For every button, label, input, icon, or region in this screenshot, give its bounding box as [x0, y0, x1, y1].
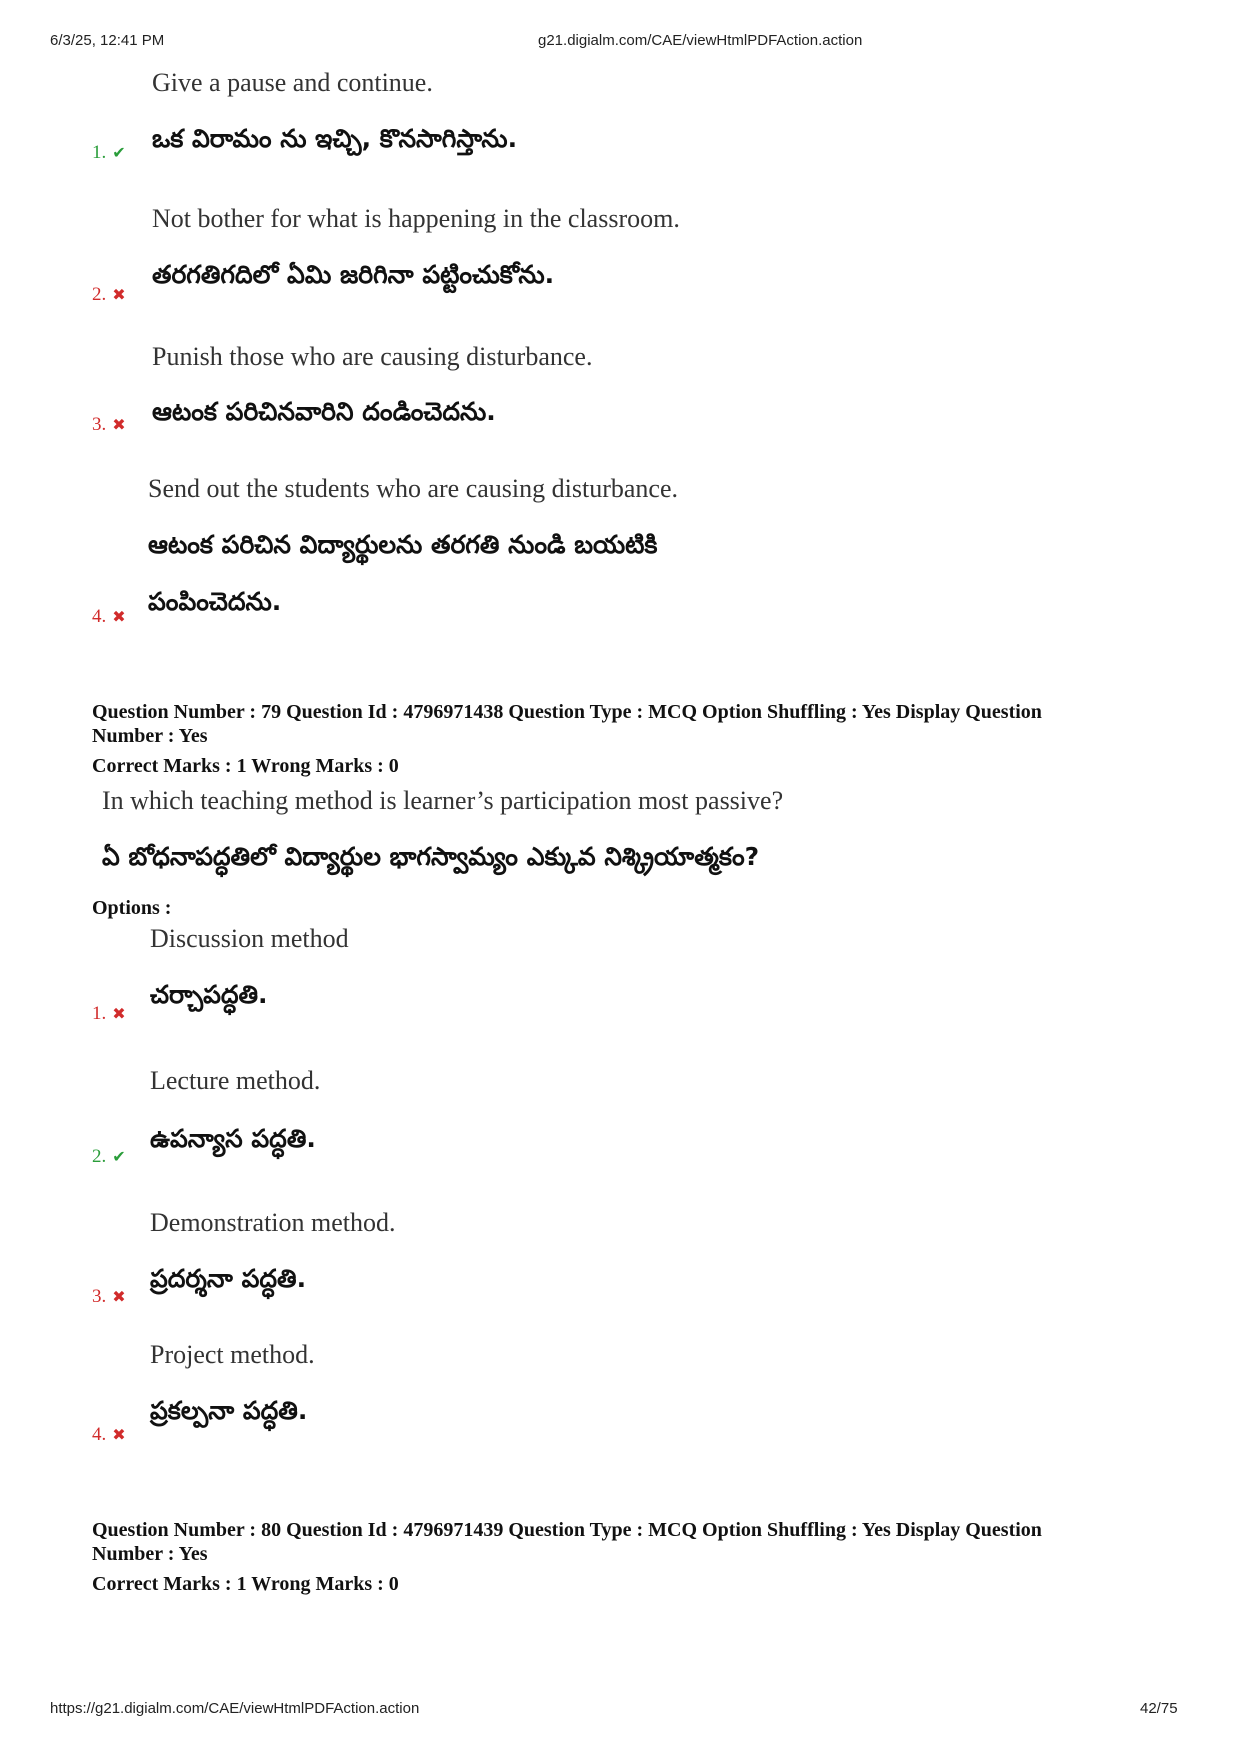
q79-option-1-number: 1. ✖ [92, 1003, 126, 1024]
cross-icon: ✖ [112, 1425, 126, 1444]
q79-option-2-telugu: ఉపన్యాస పద్ధతి. [150, 1124, 316, 1153]
prev-option-1-number: 1. ✔ [92, 142, 126, 163]
cross-icon: ✖ [112, 415, 126, 434]
q79-option-1-telugu: చర్చాపద్ధతి. [150, 980, 268, 1009]
question-79-text-telugu: ఏ బోధనాపద్ధతిలో విద్యార్థుల భాగస్వామ్యం ఎక్కువ నిశ్క్రియాత్మకం? [102, 842, 760, 871]
prev-option-1-english: Give a pause and continue. [152, 68, 433, 97]
q79-option-1-english: Discussion method [150, 924, 349, 953]
question-80-marks: Correct Marks : 1 Wrong Marks : 0 [92, 1573, 399, 1595]
prev-option-2-number: 2. ✖ [92, 284, 126, 305]
prev-option-2-telugu: తరగతిగదిలో ఏమి జరిగినా పట్టించుకోను. [152, 260, 555, 289]
q79-option-3-number: 3. ✖ [92, 1286, 126, 1307]
prev-option-2-english: Not bother for what is happening in the classroom. [152, 204, 680, 233]
q79-option-2-english: Lecture method. [150, 1066, 321, 1095]
cross-icon: ✖ [112, 1287, 126, 1306]
question-79-marks: Correct Marks : 1 Wrong Marks : 0 [92, 755, 399, 777]
prev-option-3-telugu: ఆటంక పరిచినవారిని దండించెదను. [152, 397, 496, 426]
check-icon: ✔ [112, 143, 126, 162]
q79-option-2-number: 2. ✔ [92, 1146, 126, 1167]
prev-option-1-telugu: ఒక విరామం ను ఇచ్చి, కొనసాగిస్తాను. [152, 124, 518, 153]
page-number: 42/75 [1140, 1700, 1178, 1717]
cross-icon: ✖ [112, 1004, 126, 1023]
prev-option-3-english: Punish those who are causing disturbance. [152, 342, 593, 371]
footer-url: https://g21.digialm.com/CAE/viewHtmlPDFAction.action [50, 1700, 420, 1717]
q79-option-4-number: 4. ✖ [92, 1424, 126, 1445]
prev-option-4-english: Send out the students who are causing disturbance. [148, 474, 678, 503]
print-url: g21.digialm.com/CAE/viewHtmlPDFAction.action [538, 32, 863, 49]
cross-icon: ✖ [112, 285, 126, 304]
q79-option-3-telugu: ప్రదర్శనా పద్ధతి. [150, 1264, 307, 1293]
question-79-meta: Question Number : 79 Question Id : 4796971438 Question Type : MCQ Option Shuffling : Yes Display Question Number : Yes [92, 701, 1042, 747]
options-label: Options : [92, 897, 172, 919]
q79-option-3-english: Demonstration method. [150, 1208, 396, 1237]
prev-option-3-number: 3. ✖ [92, 414, 126, 435]
check-icon: ✔ [112, 1147, 126, 1166]
cross-icon: ✖ [112, 607, 126, 626]
q79-option-4-english: Project method. [150, 1340, 315, 1369]
question-80-meta: Question Number : 80 Question Id : 4796971439 Question Type : MCQ Option Shuffling : Yes Display Question Number : Yes [92, 1519, 1042, 1565]
prev-option-4-telugu-line1: ఆటంక పరిచిన విద్యార్థులను తరగతి నుండి బయటికి [148, 530, 658, 559]
question-79-text-english: In which teaching method is learner’s participation most passive? [102, 786, 784, 815]
print-datetime: 6/3/25, 12:41 PM [50, 32, 165, 49]
prev-option-4-telugu-line2: పంపించెదను. [148, 587, 282, 616]
q79-option-4-telugu: ప్రకల్పనా పద్ధతి. [150, 1396, 308, 1425]
prev-option-4-number: 4. ✖ [92, 606, 126, 627]
